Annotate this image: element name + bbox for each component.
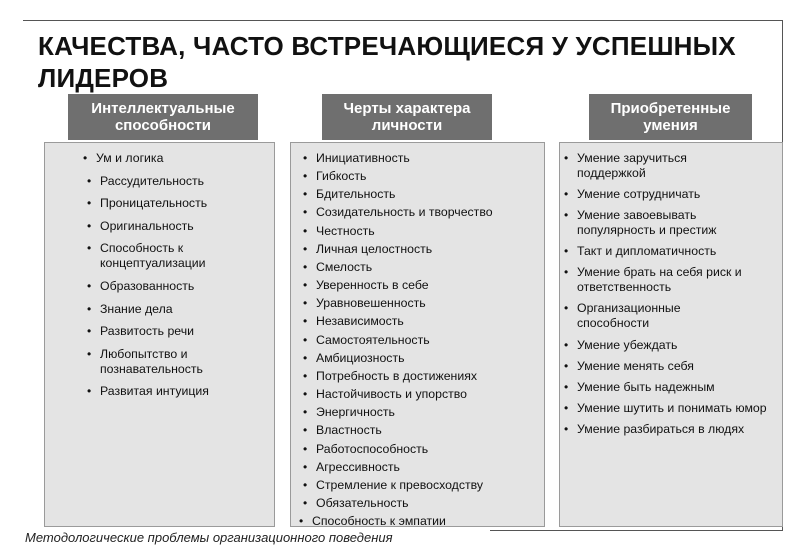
- list-item: • Смелость: [316, 260, 541, 275]
- list-item: • Умение быть надежным: [577, 380, 782, 395]
- list-item: • Ум и логика: [96, 151, 266, 166]
- list-item: • Инициативность: [316, 151, 541, 166]
- list-item: • Развитая интуиция: [100, 384, 270, 399]
- list-item: • Созидательность и творчество: [316, 205, 541, 220]
- list-item: • Способность к эмпатии: [312, 514, 537, 529]
- list-item: • Оригинальность: [100, 219, 270, 234]
- list-item: • Гибкость: [316, 169, 541, 184]
- list-item: • Любопытство и познавательность: [100, 347, 240, 377]
- list-item: • Стремление к превосходству: [316, 478, 541, 493]
- list-item: • Личная целостность: [316, 242, 541, 257]
- list-item: • Амбициозность: [316, 351, 541, 366]
- list-skills: [577, 151, 782, 443]
- column-header-character: Черты характера личности: [322, 94, 492, 140]
- footer-caption: Методологические проблемы организационного поведения: [25, 530, 393, 545]
- column-header-skills: Приобретенные умения: [589, 94, 752, 140]
- list-item: • Умение сотрудничать: [577, 187, 782, 202]
- list-item: • Работоспособность: [316, 442, 541, 457]
- list-item: • Умение менять себя: [577, 359, 782, 374]
- list-item: • Умение шутить и понимать юмор: [577, 401, 772, 416]
- list-item: • Способность к концептуализации: [100, 241, 240, 271]
- list-item: • Умение разбираться в людях: [577, 422, 782, 437]
- column-header-intellectual: Интеллектуальные способности: [68, 94, 258, 140]
- list-item: • Такт и дипломатичность: [577, 244, 782, 259]
- list-item: • Властность: [316, 423, 541, 438]
- list-item: • Знание дела: [100, 302, 270, 317]
- list-item: • Бдительность: [316, 187, 541, 202]
- list-item: • Независимость: [316, 314, 541, 329]
- list-item: • Организационные способности: [577, 301, 707, 331]
- list-item: • Агрессивность: [316, 460, 541, 475]
- frame-top-line: [23, 20, 783, 21]
- list-item: • Умение брать на себя риск и ответственность: [577, 265, 767, 295]
- list-item: • Умение убеждать: [577, 338, 782, 353]
- list-item: • Энергичность: [316, 405, 541, 420]
- slide-title: КАЧЕСТВА, ЧАСТО ВСТРЕЧАЮЩИЕСЯ У УСПЕШНЫХ ЛИДЕРОВ: [38, 31, 736, 93]
- list-intellectual: [96, 151, 270, 407]
- list-item: • Рассудительность: [100, 174, 270, 189]
- list-item: • Умение заручиться поддержкой: [577, 151, 727, 181]
- list-character: [312, 151, 541, 532]
- list-item: • Образованность: [100, 279, 270, 294]
- list-item: • Настойчивость и упорство: [316, 387, 541, 402]
- list-item: • Потребность в достижениях: [316, 369, 541, 384]
- list-item: • Уравновешенность: [316, 296, 541, 311]
- list-item: • Развитость речи: [100, 324, 270, 339]
- list-item: • Самостоятельность: [316, 333, 541, 348]
- list-item: • Обязательность: [316, 496, 541, 511]
- list-item: • Умение завоевывать популярность и престиж: [577, 208, 747, 238]
- list-item: • Честность: [316, 224, 541, 239]
- list-item: • Уверенность в себе: [316, 278, 541, 293]
- list-item: • Проницательность: [100, 196, 270, 211]
